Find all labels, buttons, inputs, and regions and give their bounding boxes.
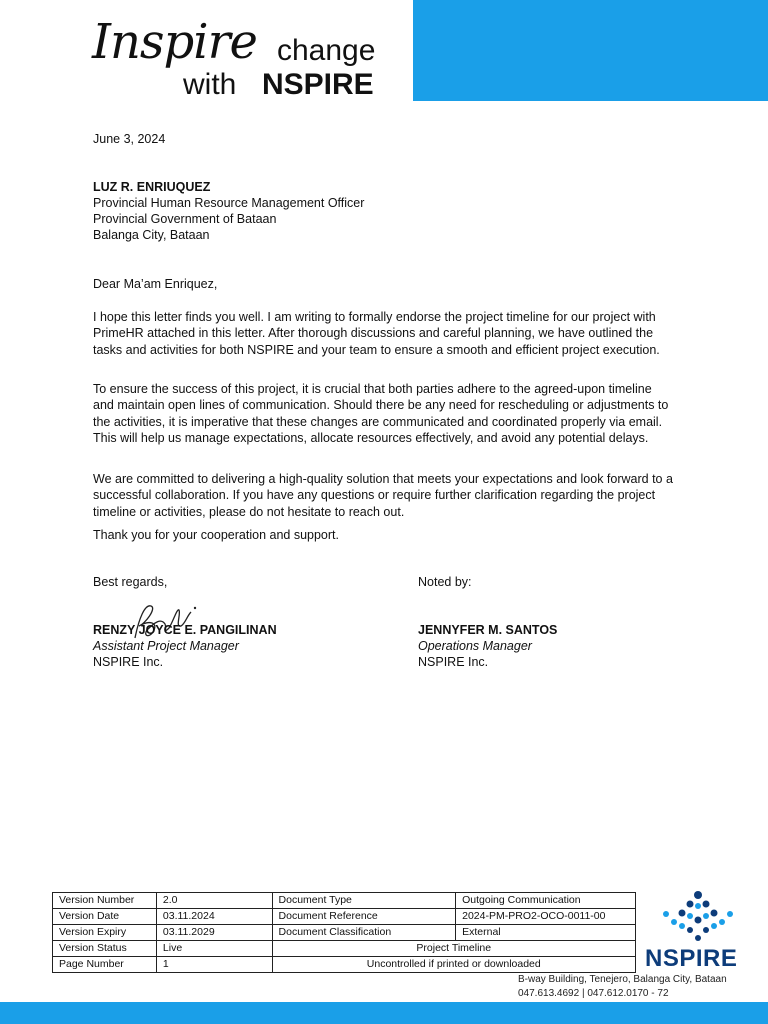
paragraph-3: We are committed to delivering a high-quality solution that meets your expectations and look forward to a successful collaboration. If you have any questions or require further clarification regarding the project timeline or activities, please do not hesitate to reach out. — [93, 472, 673, 519]
noted-by-text: Noted by: — [418, 575, 472, 589]
signer2-name: JENNYFER M. SANTOS — [418, 623, 558, 637]
paragraph-2: To ensure the success of this project, it is crucial that both parties adhere to the agreed-upon timeline and maintain open lines of communication. Should there be any need for rescheduling or adjustments to the activities, it is imperative that these changes are communicated and coordinated properly via email. This will help us manage expectations, allocate resources effectively, and avoid any potential delays. — [93, 382, 669, 445]
table-row — [53, 893, 636, 909]
signer1-company: NSPIRE Inc. — [93, 655, 164, 669]
logo-brand-text: NSPIRE — [262, 68, 374, 101]
header-accent-bar — [413, 0, 768, 101]
footer-accent-bar — [0, 1002, 768, 1024]
closing-text: Best regards, — [93, 575, 168, 589]
nspire-logo-icon — [662, 890, 734, 942]
table-cell: External — [456, 925, 636, 941]
recipient-title: Provincial Human Resource Management Officer — [93, 196, 365, 210]
table-cell: Project Timeline — [272, 941, 635, 957]
footer-address: B-way Building, Tenejero, Balanga City, Bataan — [518, 974, 727, 985]
footer-brand-text: NSPIRE — [645, 945, 738, 972]
table-cell: Document Classification — [272, 925, 456, 941]
table-row — [53, 909, 636, 925]
table-cell: 2024-PM-PRO2-OCO-0011-00 — [456, 909, 636, 925]
recipient-name: LUZ R. ENRIUQUEZ — [93, 180, 211, 194]
table-cell: Version Status — [53, 941, 157, 957]
recipient-org: Provincial Government of Bataan — [93, 212, 277, 226]
table-row — [53, 925, 636, 941]
footer-phones: 047.613.4692 | 047.612.0170 - 72 — [518, 988, 669, 999]
table-cell: Document Type — [272, 893, 456, 909]
table-row — [53, 941, 636, 957]
document-control-table — [52, 892, 636, 973]
table-cell: 2.0 — [156, 893, 272, 909]
paragraph-1: I hope this letter finds you well. I am writing to formally endorse the project timeline for our project with PrimeHR attached in this letter. After thorough discussions and careful planning, we have outlined the tasks and activities for both NSPIRE and your team to ensure a smooth and efficient project execution. — [93, 310, 660, 357]
table-cell: Version Number — [53, 893, 157, 909]
table-cell: Page Number — [53, 957, 157, 973]
signer1-title: Assistant Project Manager — [93, 639, 239, 653]
signer2-company: NSPIRE Inc. — [418, 655, 489, 669]
table-cell: 1 — [156, 957, 272, 973]
table-cell: Outgoing Communication — [456, 893, 636, 909]
table-cell: Version Expiry — [53, 925, 157, 941]
paragraph-4: Thank you for your cooperation and support. — [93, 528, 339, 542]
recipient-city: Balanga City, Bataan — [93, 228, 210, 242]
signer2-title: Operations Manager — [418, 639, 532, 653]
table-cell: Version Date — [53, 909, 157, 925]
table-cell: Uncontrolled if printed or downloaded — [272, 957, 635, 973]
table-cell: Live — [156, 941, 272, 957]
logo-script-text: Inspire — [92, 14, 257, 70]
table-cell: 03.11.2029 — [156, 925, 272, 941]
table-cell: 03.11.2024 — [156, 909, 272, 925]
table-cell: Document Reference — [272, 909, 456, 925]
logo-change-text: change — [277, 34, 376, 67]
logo-with-text: with — [183, 68, 237, 101]
salutation: Dear Ma’am Enriquez, — [93, 277, 218, 291]
signer1-name: RENZY JOYCE E. PANGILINAN — [93, 623, 277, 637]
letter-date: June 3, 2024 — [93, 132, 166, 146]
table-row — [53, 957, 636, 973]
